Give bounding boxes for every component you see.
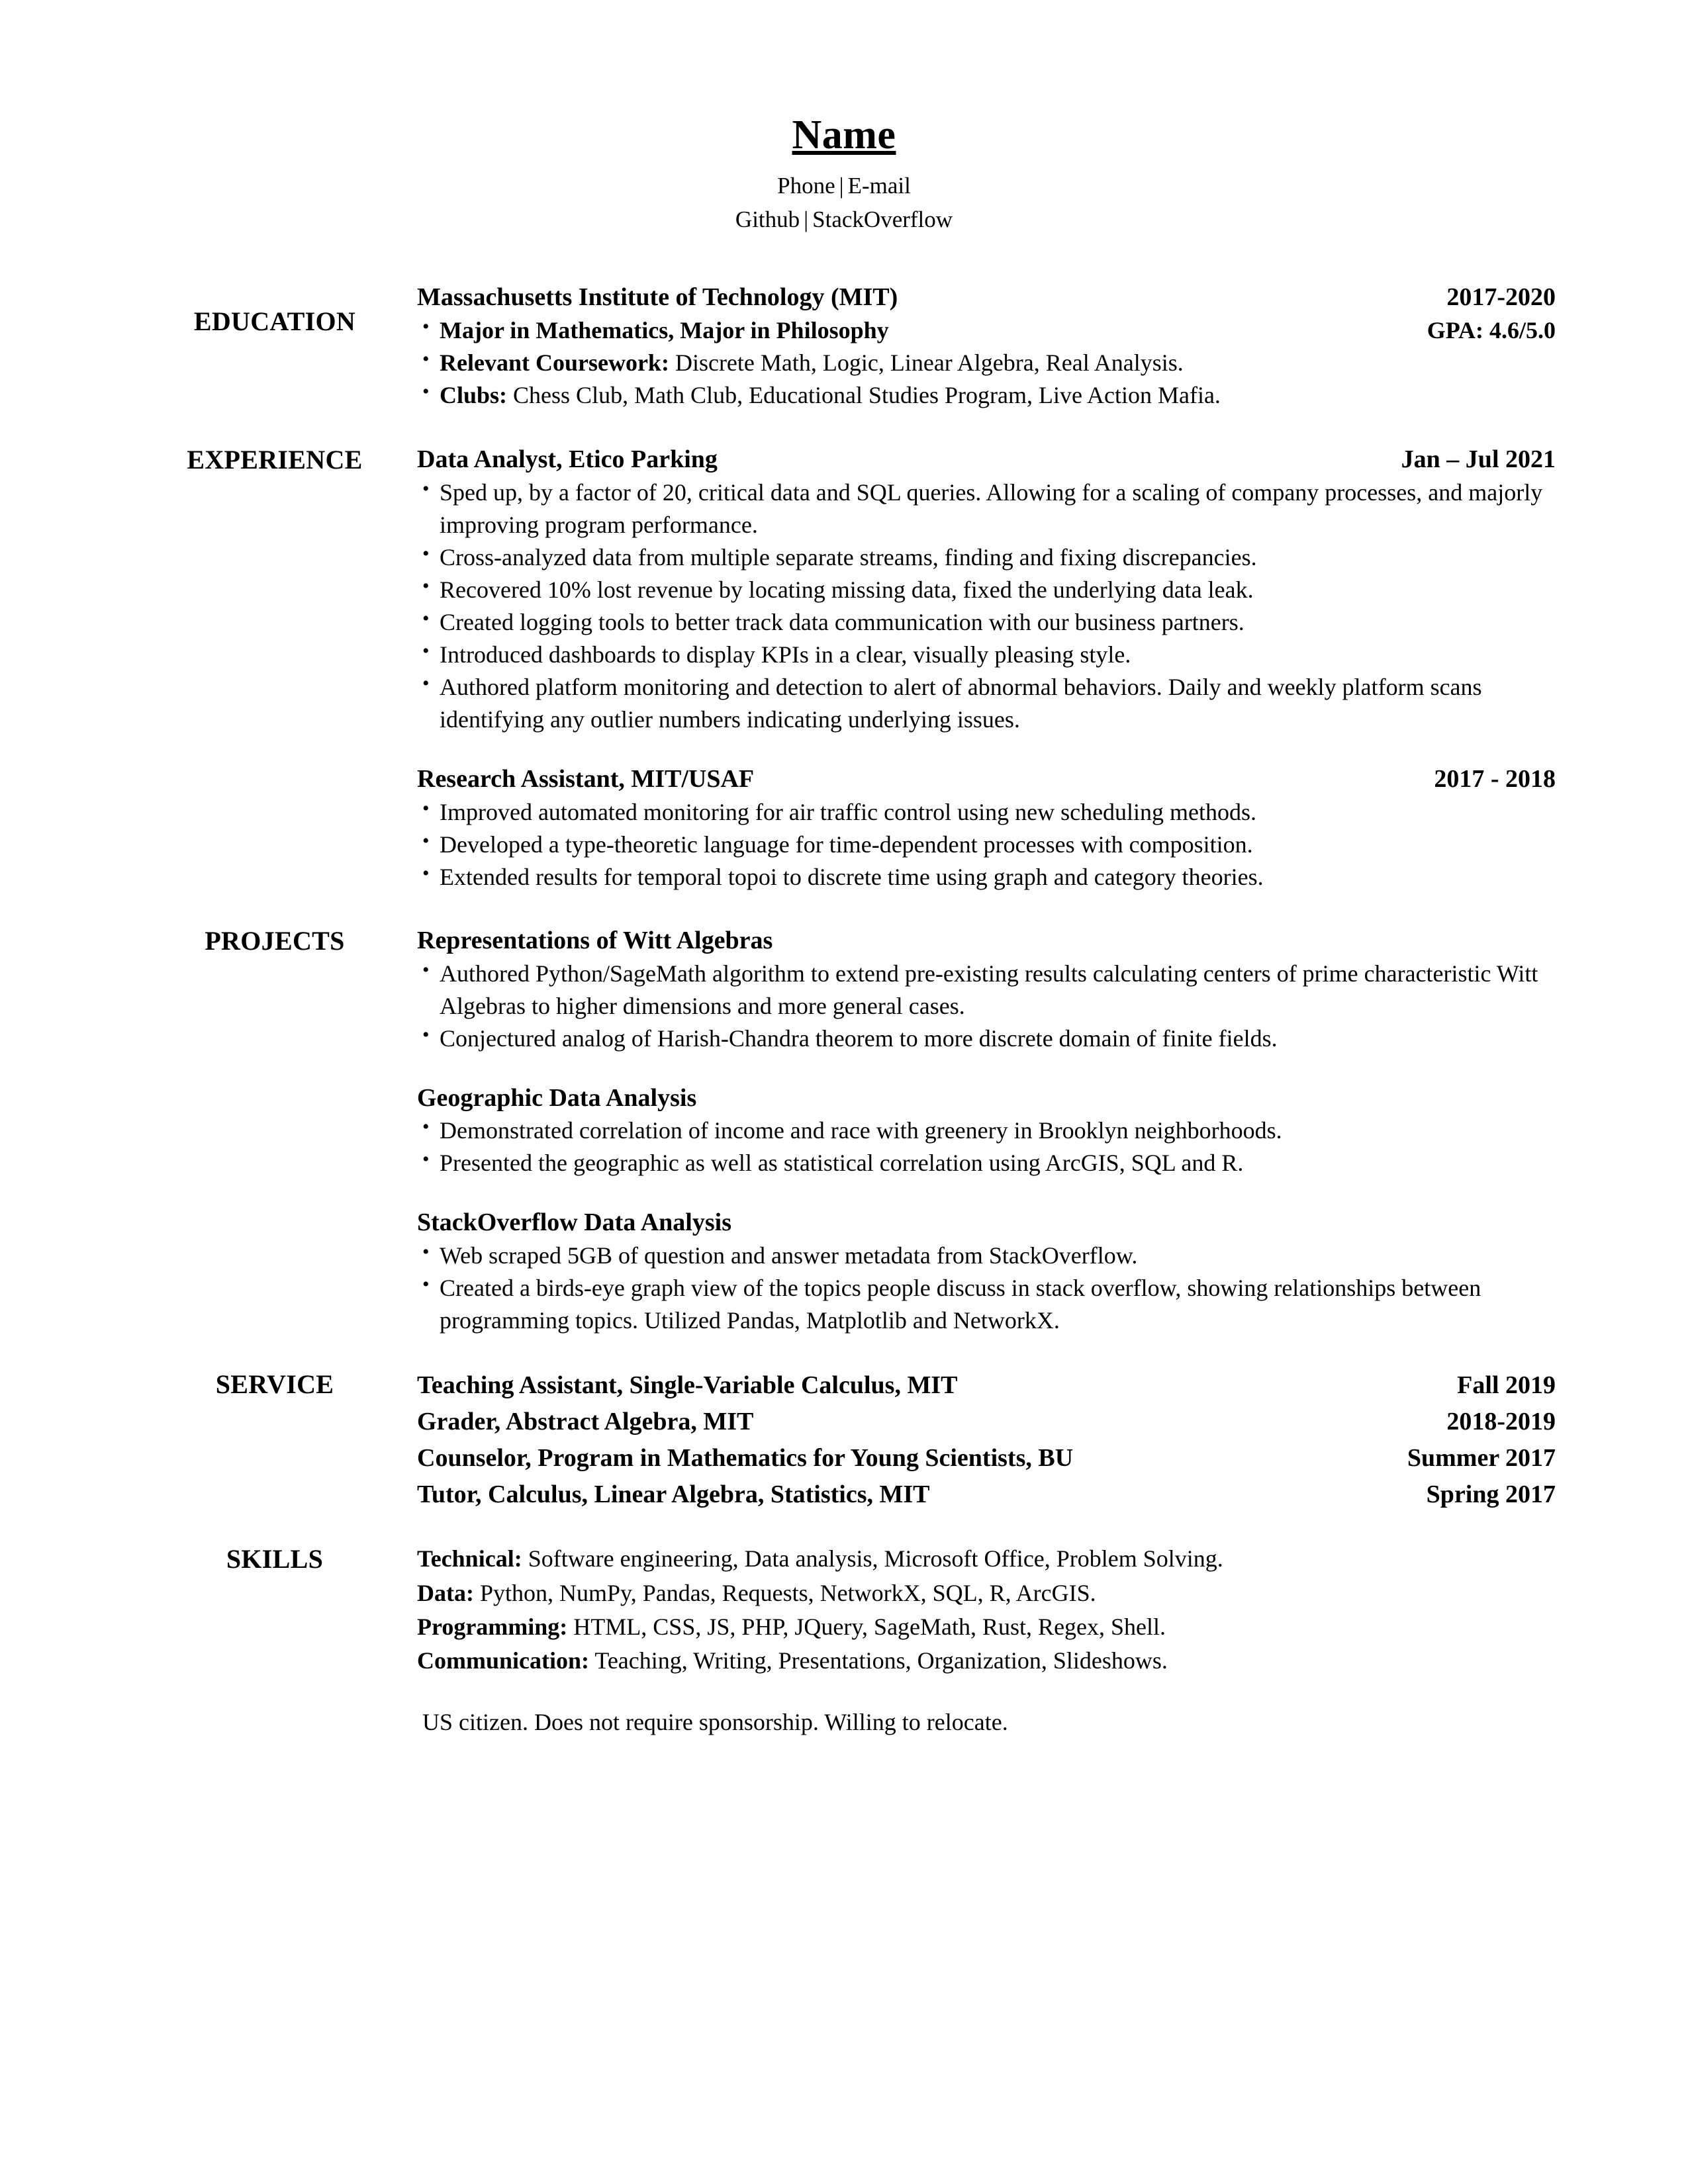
service-row (417, 1440, 1556, 1477)
experience-entry (417, 762, 1556, 893)
project-title: Representations of Witt Algebras (417, 926, 773, 954)
list-item: • Authored Python/SageMath algorithm to extend pre-existing results calculating centers of prime characteristic Witt Algebras to higher dimensions and more general cases. (417, 958, 1556, 1023)
education-dates: 2017-2020 (1446, 283, 1556, 311)
list-item: • Extended results for temporal topoi to discrete time using graph and category theories. (417, 861, 1556, 893)
list-item: • Recovered 10% lost revenue by locating missing data, fixed the underlying data leak. (417, 574, 1556, 606)
section-label-education: EDUCATION (193, 306, 356, 336)
list-item: • Demonstrated correlation of income and race with greenery in Brooklyn neighborhoods. (417, 1115, 1556, 1147)
contact-github[interactable]: Github (735, 206, 800, 232)
project-title: Geographic Data Analysis (417, 1083, 697, 1112)
service-title: Teaching Assistant, Single-Variable Calculus, MIT (417, 1371, 958, 1400)
contact-phone: Phone (777, 173, 835, 199)
list-item: • Created logging tools to better track data communication with our business partners. (417, 606, 1556, 639)
list-item: • Created a birds-eye graph view of the topics people discuss in stack overflow, showing relationships between programming topics. Utilized Pandas, Matplotlib and NetworkX. (417, 1272, 1556, 1337)
education-bullets (417, 314, 1556, 412)
skill-label-data: Data: (417, 1579, 474, 1606)
list-item: • Cross-analyzed data from multiple separate streams, finding and fixing discrepancies. (417, 541, 1556, 574)
skill-label-communication: Communication: (417, 1647, 589, 1674)
list-item: • Improved automated monitoring for air traffic control using new scheduling methods. (417, 796, 1556, 829)
service-dates: Summer 2017 (1407, 1444, 1556, 1473)
contact-line-secondary (132, 203, 1556, 237)
list-item: • Authored platform monitoring and detection to alert of abnormal behaviors. Daily and weekly platform scans identifying any outlier numbers indicating underlying issues. (417, 671, 1556, 736)
service-title: Tutor, Calculus, Linear Algebra, Statistics, MIT (417, 1480, 930, 1509)
project-title: StackOverflow Data Analysis (417, 1208, 731, 1237)
section-label-projects: PROJECTS (205, 925, 345, 956)
list-item (417, 379, 1556, 412)
section-service (132, 1367, 1556, 1513)
education-entry-head (417, 281, 1556, 314)
skill-row (417, 1576, 1556, 1610)
list-item: • Developed a type-theoretic language for time-dependent processes with composition. (417, 829, 1556, 861)
list-item (417, 347, 1556, 379)
project-bullets (417, 1115, 1556, 1179)
experience-dates: Jan – Jul 2021 (1401, 445, 1556, 474)
page-title: Name (792, 113, 896, 158)
section-projects (132, 924, 1556, 1337)
education-major: • Major in Mathematics, Major in Philosophy (440, 316, 889, 343)
skill-row (417, 1542, 1556, 1576)
section-label-experience: EXPERIENCE (187, 445, 363, 475)
project-entry (417, 924, 1556, 1055)
contact-line-primary (132, 169, 1556, 203)
skill-text-communication: Teaching, Writing, Presentations, Organization, Slideshows. (589, 1647, 1168, 1674)
experience-entry (417, 443, 1556, 736)
education-clubs-text: Chess Club, Math Club, Educational Studies Program, Live Action Mafia. (507, 381, 1221, 408)
section-skills (132, 1542, 1556, 1739)
work-authorization-note: US citizen. Does not require sponsorship. Willing to relocate. (422, 1708, 1008, 1735)
section-label-skills: SKILLS (226, 1544, 324, 1574)
list-item (417, 314, 1556, 347)
service-row (417, 1367, 1556, 1404)
contact-email: E-mail (847, 173, 911, 199)
skill-label-technical: Technical: (417, 1545, 522, 1572)
experience-bullets (417, 796, 1556, 893)
list-item: • Sped up, by a factor of 20, critical data and SQL queries. Allowing for a scaling of company processes, and majorly improving program performance. (417, 477, 1556, 541)
section-education (132, 281, 1556, 412)
service-dates: Fall 2019 (1457, 1371, 1556, 1400)
contact-separator: | (804, 206, 809, 232)
project-entry (417, 1081, 1556, 1180)
service-dates: 2018-2019 (1446, 1408, 1556, 1436)
education-gpa: GPA: 4.6/5.0 (1427, 316, 1556, 343)
list-item: • Introduced dashboards to display KPIs in a clear, visually pleasing style. (417, 639, 1556, 671)
service-dates: Spring 2017 (1426, 1480, 1556, 1509)
skill-label-programming: Programming: (417, 1613, 568, 1640)
project-bullets (417, 958, 1556, 1055)
project-entry (417, 1206, 1556, 1337)
skill-row (417, 1644, 1556, 1678)
service-row (417, 1477, 1556, 1513)
section-label-service: SERVICE (215, 1369, 334, 1400)
experience-dates: 2017 - 2018 (1434, 764, 1556, 793)
education-school: Massachusetts Institute of Technology (MIT) (417, 283, 898, 311)
skill-text-programming: HTML, CSS, JS, PHP, JQuery, SageMath, Rust, Regex, Shell. (567, 1613, 1166, 1640)
resume-header (132, 113, 1556, 237)
service-title: Grader, Abstract Algebra, MIT (417, 1408, 754, 1436)
skill-row (417, 1610, 1556, 1644)
experience-title: Data Analyst, Etico Parking (417, 445, 718, 474)
contact-separator: | (839, 173, 844, 199)
service-title: Counselor, Program in Mathematics for Young Scientists, BU (417, 1444, 1074, 1473)
education-coursework-text: Discrete Math, Logic, Linear Algebra, Real Analysis. (669, 349, 1184, 376)
list-item: • Presented the geographic as well as statistical correlation using ArcGIS, SQL and R. (417, 1147, 1556, 1179)
education-coursework-label: Relevant Coursework: (440, 349, 669, 376)
list-item: • Conjectured analog of Harish-Chandra theorem to more discrete domain of finite fields. (417, 1023, 1556, 1055)
project-bullets (417, 1240, 1556, 1337)
skill-text-technical: Software engineering, Data analysis, Microsoft Office, Problem Solving. (522, 1545, 1223, 1572)
list-item: • Web scraped 5GB of question and answer metadata from StackOverflow. (417, 1240, 1556, 1272)
contact-stackoverflow[interactable]: StackOverflow (812, 206, 953, 232)
experience-bullets (417, 477, 1556, 736)
experience-title: Research Assistant, MIT/USAF (417, 764, 755, 793)
service-row (417, 1404, 1556, 1440)
section-experience (132, 443, 1556, 893)
education-clubs-label: Clubs: (440, 381, 508, 408)
skill-text-data: Python, NumPy, Pandas, Requests, NetworkX, SQL, R, ArcGIS. (473, 1579, 1096, 1606)
